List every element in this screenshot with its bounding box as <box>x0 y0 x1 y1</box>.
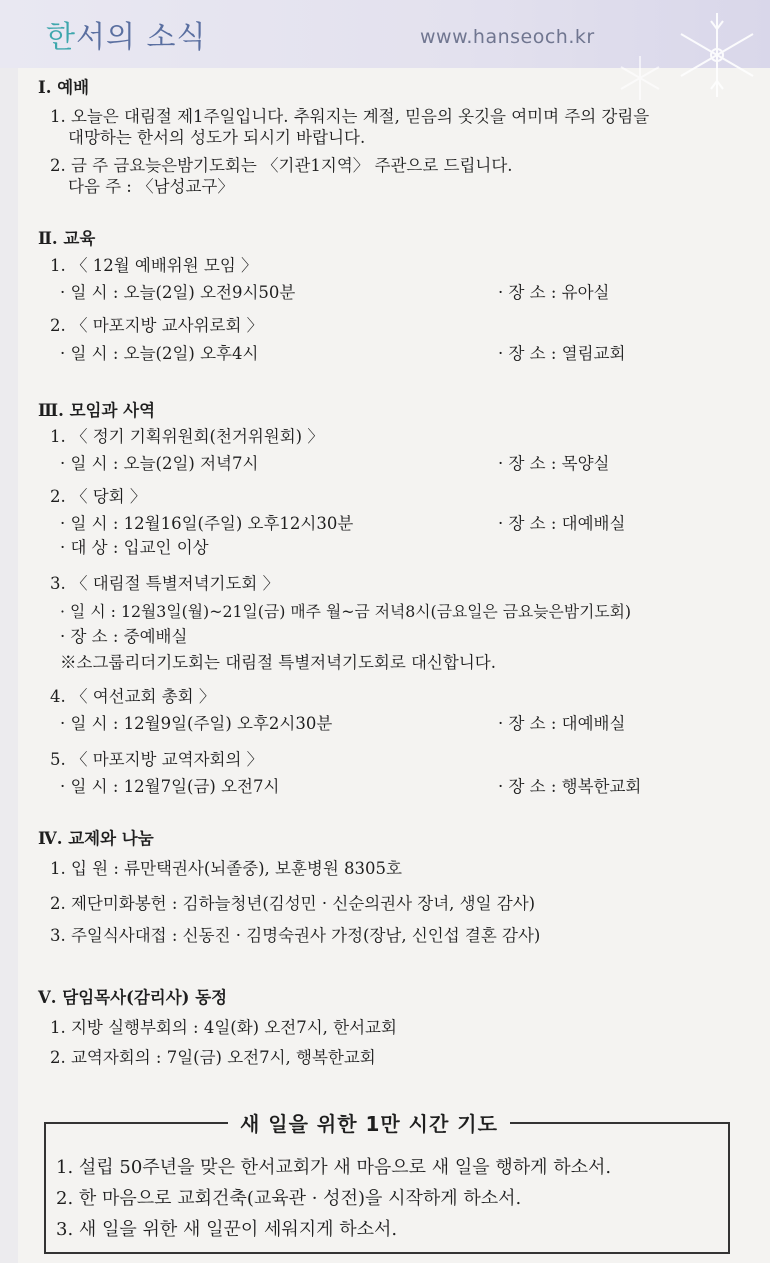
section-3-item-5-time: · 일 시 : 12월7일(금) 오전7시 <box>60 777 280 796</box>
section-3-heading: Ⅲ. 모임과 사역 <box>38 401 156 420</box>
prayer-item-1: 1. 설립 50주년을 맞은 한서교회가 새 마음으로 새 일을 행하게 하소서. <box>56 1157 612 1178</box>
snowflake-decoration-icon <box>612 0 770 110</box>
section-3-item-2-place: · 장 소 : 대예배실 <box>498 514 626 533</box>
section-2-item-2-place: · 장 소 : 열림교회 <box>498 344 626 363</box>
section-1-item-2a: 2. 금 주 금요늦은밤기도회는 〈기관1지역〉 주관으로 드립니다. <box>50 156 513 175</box>
section-1-item-1a: 1. 오늘은 대림절 제1주일입니다. 추워지는 계절, 믿음의 옷깃을 여미며 주의 강림을 <box>50 107 650 126</box>
section-3-item-1: 1. 〈 정기 기획위원회(천거위원회) 〉 <box>50 427 324 446</box>
section-3-item-1-place: · 장 소 : 목양실 <box>498 454 610 473</box>
section-5-item-1: 1. 지방 실행부회의 : 4일(화) 오전7시, 한서교회 <box>50 1018 397 1037</box>
section-3-item-2-target: · 대 상 : 입교인 이상 <box>60 538 209 557</box>
header-url: www.hanseoch.kr <box>420 26 595 48</box>
section-4-item-1: 1. 입 원 : 류만택권사(뇌졸중), 보훈병원 8305호 <box>50 859 402 878</box>
section-1-item-1b: 대망하는 한서의 성도가 되시기 바랍니다. <box>68 128 366 147</box>
left-edge-shade <box>0 68 18 1263</box>
section-3-item-3: 3. 〈 대림절 특별저녁기도회 〉 <box>50 574 280 593</box>
section-2-item-2: 2. 〈 마포지방 교사위로회 〉 <box>50 316 264 335</box>
section-3-item-4-place: · 장 소 : 대예배실 <box>498 714 626 733</box>
section-3-item-4: 4. 〈 여선교회 총회 〉 <box>50 687 216 706</box>
section-3-item-4-time: · 일 시 : 12월9일(주일) 오후2시30분 <box>60 714 333 733</box>
section-5-item-2: 2. 교역자회의 : 7일(금) 오전7시, 행복한교회 <box>50 1048 376 1067</box>
prayer-item-2: 2. 한 마음으로 교회건축(교육관 · 성전)을 시작하게 하소서. <box>56 1188 522 1209</box>
section-3-item-3-time: · 일 시 : 12월3일(월)~21일(금) 매주 월~금 저녁8시(금요일은 금요늦은밤기도회) <box>60 602 632 621</box>
header-title <box>46 12 206 56</box>
section-5-heading: Ⅴ. 담임목사(감리사) 동정 <box>38 988 228 1007</box>
section-2-heading: Ⅱ. 교육 <box>38 229 96 248</box>
section-4-heading: Ⅳ. 교제와 나눔 <box>38 829 154 848</box>
prayer-box-title: 새 일을 위한 1만 시간 기도 <box>228 1108 510 1137</box>
section-4-item-3: 3. 주일식사대접 : 신동진 · 김명숙권사 가정(장남, 신인섭 결혼 감사) <box>50 926 541 945</box>
section-2-item-1: 1. 〈 12월 예배위원 모임 〉 <box>50 256 258 275</box>
section-3-item-2: 2. 〈 당회 〉 <box>50 487 147 506</box>
section-4-item-2: 2. 제단미화봉헌 : 김하늘청년(김성민 · 신순의권사 장녀, 생일 감사) <box>50 894 536 913</box>
section-1-item-2b: 다음 주 : 〈남성교구〉 <box>68 177 234 196</box>
prayer-item-3: 3. 새 일을 위한 새 일꾼이 세워지게 하소서. <box>56 1219 398 1240</box>
section-1-heading: Ⅰ. 예배 <box>38 78 90 97</box>
header-title-accent: 한 <box>46 20 76 55</box>
header-title-rest: 서의 소식 <box>75 20 207 55</box>
section-2-item-1-time: · 일 시 : 오늘(2일) 오전9시50분 <box>60 283 296 302</box>
section-3-item-1-time: · 일 시 : 오늘(2일) 저녁7시 <box>60 454 259 473</box>
section-2-item-1-place: · 장 소 : 유아실 <box>498 283 610 302</box>
section-3-item-3-note: ※소그룹리더기도회는 대림절 특별저녁기도회로 대신합니다. <box>60 653 496 672</box>
section-3-item-2-time: · 일 시 : 12월16일(주일) 오후12시30분 <box>60 514 354 533</box>
section-3-item-3-place: · 장 소 : 중예배실 <box>60 627 188 646</box>
section-3-item-5: 5. 〈 마포지방 교역자회의 〉 <box>50 750 264 769</box>
section-3-item-5-place: · 장 소 : 행복한교회 <box>498 777 642 796</box>
section-2-item-2-time: · 일 시 : 오늘(2일) 오후4시 <box>60 344 259 363</box>
